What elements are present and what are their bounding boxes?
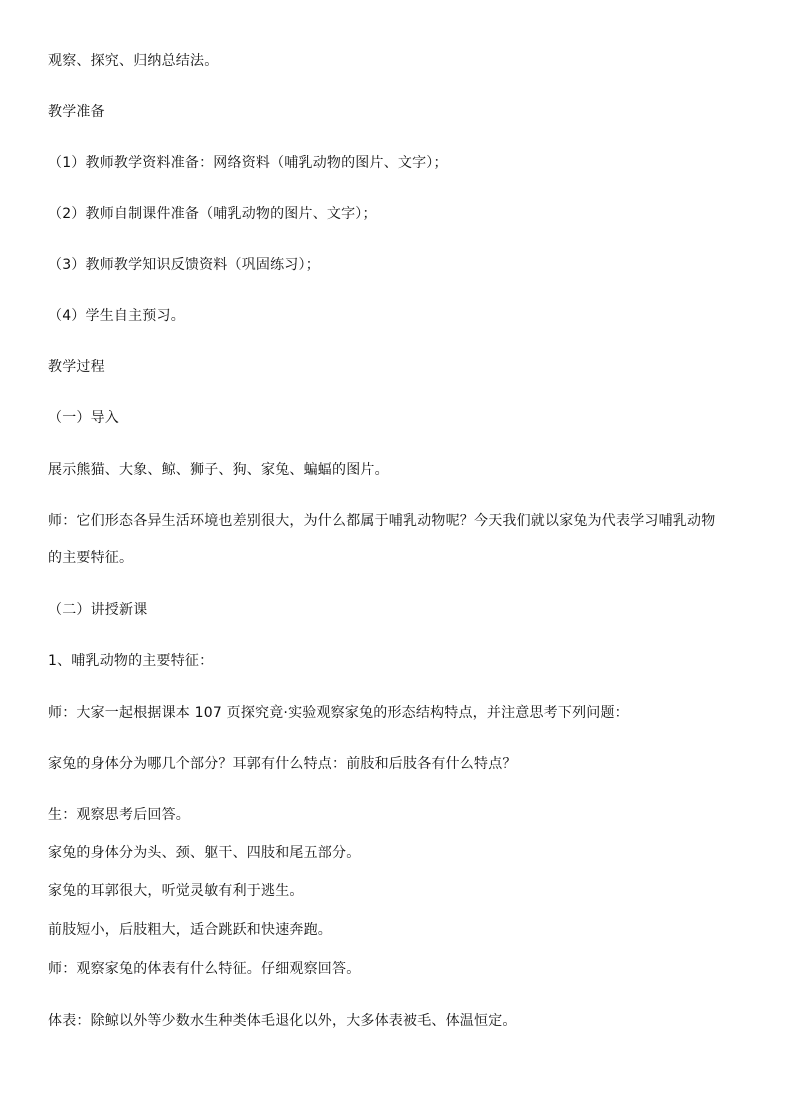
- paragraph-body-surface: 体表：除鲸以外等少数水生种类体毛退化以外，大多体表被毛、体温恒定。: [48, 1013, 517, 1029]
- paragraph-teacher-question-line1: 师：它们形态各异生活环境也差别很大，为什么都属于哺乳动物呢？今天我们就以家兔为代表学习哺乳动物: [48, 513, 716, 529]
- paragraph-limbs: 前肢短小，后肢粗大，适合跳跃和快速奔跑。: [48, 922, 332, 938]
- paragraph-body-parts: 家兔的身体分为头、颈、躯干、四肢和尾五部分。: [48, 845, 361, 861]
- list-item-preparation-1: （1）教师教学资料准备：网络资料（哺乳动物的图片、文字）；: [48, 155, 448, 171]
- paragraph-teacher-body-surface: 师：观察家兔的体表有什么特征。仔细观察回答。: [48, 961, 361, 977]
- paragraph-methods: 观察、探究、归纳总结法。: [48, 53, 219, 69]
- list-item-preparation-4: （4）学生自主预习。: [48, 308, 185, 324]
- paragraph-student-answer: 生：观察思考后回答。: [48, 807, 190, 823]
- heading-teaching-process: 教学过程: [48, 359, 105, 375]
- paragraph-show-pictures: 展示熊猫、大象、鲸、狮子、狗、家兔、蝙蝠的图片。: [48, 462, 389, 478]
- list-item-preparation-3: （3）教师教学知识反馈资料（巩固练习）；: [48, 257, 320, 273]
- paragraph-ears: 家兔的耳郭很大，听觉灵敏有利于逃生。: [48, 883, 304, 899]
- subheading-main-features: 1、哺乳动物的主要特征：: [48, 653, 214, 669]
- paragraph-teacher-question-line2: 的主要特征。: [48, 550, 134, 566]
- paragraph-rabbit-questions: 家兔的身体分为哪几个部分？耳郭有什么特点：前肢和后肢各有什么特点？: [48, 756, 517, 772]
- heading-teaching-preparation: 教学准备: [48, 104, 105, 120]
- section-heading-introduction: （一）导入: [48, 410, 119, 426]
- list-item-preparation-2: （2）教师自制课件准备（哺乳动物的图片、文字）；: [48, 206, 377, 222]
- paragraph-teacher-instruction: 师：大家一起根据课本 107 页探究竟·实验观察家兔的形态结构特点，并注意思考下列问题：: [48, 705, 629, 721]
- section-heading-new-lesson: （二）讲授新课: [48, 602, 148, 618]
